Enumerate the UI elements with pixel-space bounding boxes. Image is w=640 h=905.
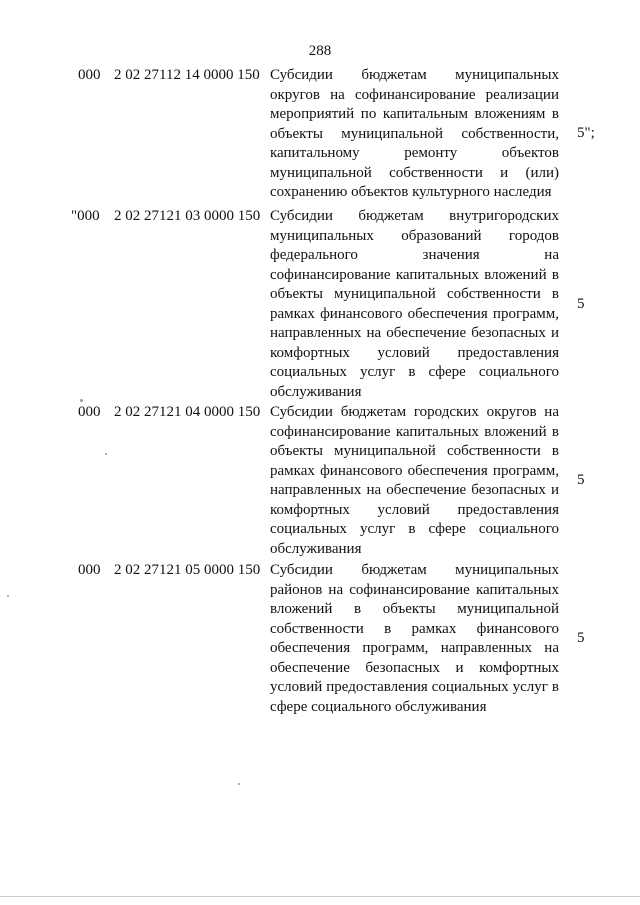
income-description: Субсидии бюджетам муниципальных округов на софинансирование реализации мероприятий по капитальным вложениям в объекты муниципальной собственности, капитальному ремонту объектов муниципальной собственности и (или) сохранению объектов культурного наследия xyxy=(270,67,559,200)
amount-value: 5 xyxy=(577,296,585,312)
scan-dust-mark xyxy=(105,453,107,455)
amount-value: 5"; xyxy=(577,125,595,141)
amount-value: 5 xyxy=(577,472,585,488)
admin-code: 000 xyxy=(78,562,101,578)
admin-code: 000 xyxy=(78,67,101,83)
budget-classification-code: 2 02 27121 05 0000 150 xyxy=(114,562,261,578)
income-description: Субсидии бюджетам городских округов на софинансирование капитальных вложений в объекты муниципальной собственности в рамках финансового обеспечения программ, направленных на обеспечение безопасных и комфортных условий предоставления социальных услуг в сфере социального обслуживания xyxy=(270,404,559,557)
scan-dust-mark xyxy=(7,595,9,597)
admin-code: 000 xyxy=(78,404,101,420)
scan-dust-mark xyxy=(80,399,83,402)
page-number: 288 xyxy=(308,43,332,59)
admin-code: "000 xyxy=(71,208,100,224)
budget-classification-code: 2 02 27121 03 0000 150 xyxy=(114,208,261,224)
scan-dust-mark xyxy=(238,783,240,785)
scan-edge-line xyxy=(0,896,640,897)
budget-classification-code: 2 02 27112 14 0000 150 xyxy=(114,67,260,83)
amount-value: 5 xyxy=(577,630,585,646)
income-description: Субсидии бюджетам внутригородских муниципальных образований городов федерального значения на софинансирование капитальных вложений в объекты муниципальной собственности в рамках финансового обеспечения программ, направленных на обеспечение безопасных и комфортных условий предоставления социальных услуг в сфере социального обслуживания xyxy=(270,208,559,400)
income-description: Субсидии бюджетам муниципальных районов на софинансирование капитальных вложений в объекты муниципальной собственности в рамках финансового обеспечения программ, направленных на обеспечение безопасных и комфортных условий предоставления социальных услуг в сфере социального обслуживания xyxy=(270,562,559,715)
budget-classification-code: 2 02 27121 04 0000 150 xyxy=(114,404,261,420)
